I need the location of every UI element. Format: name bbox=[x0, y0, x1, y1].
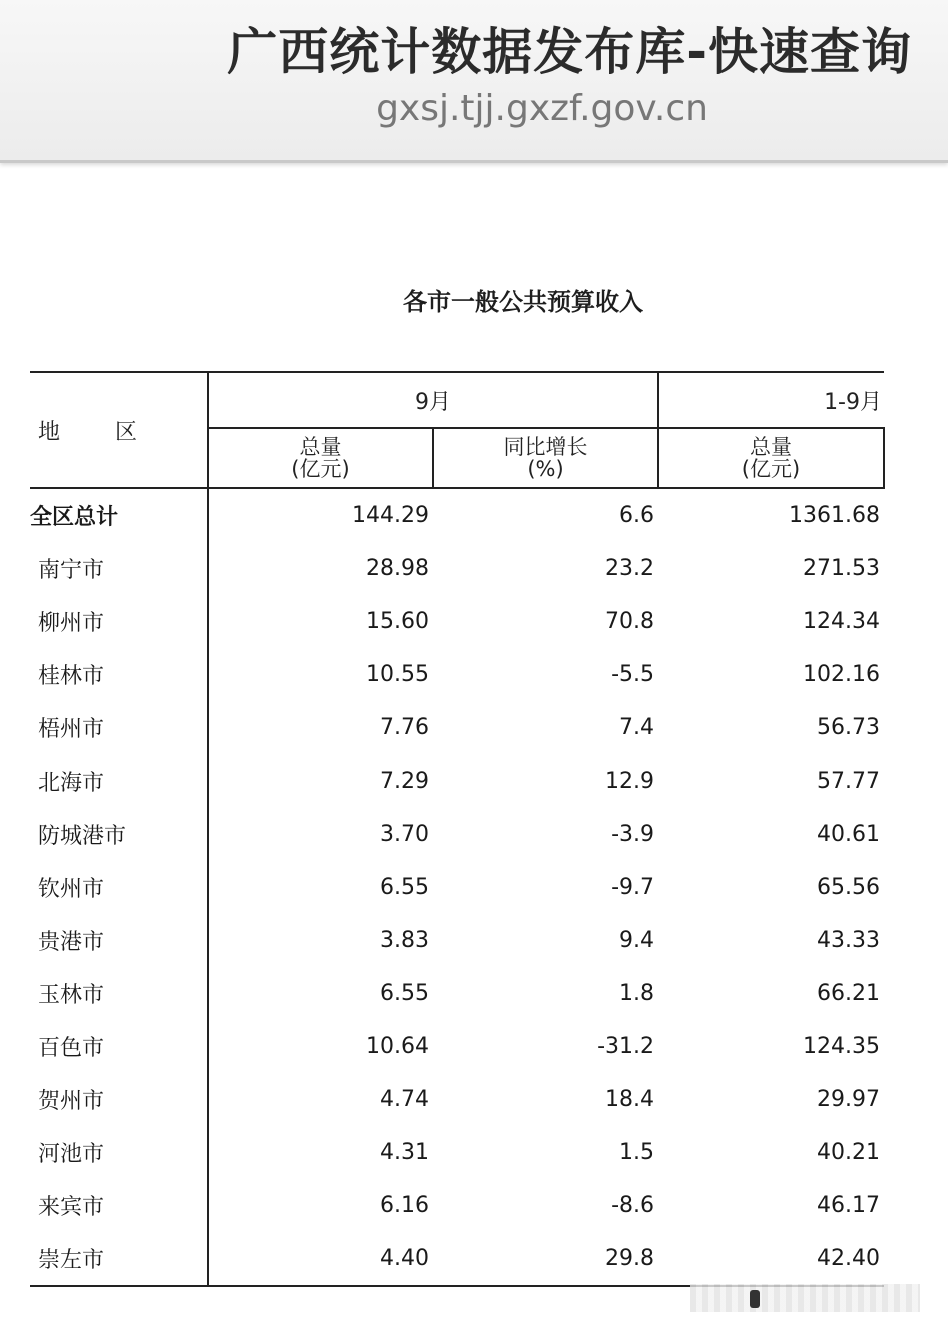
cell-region: 北海市 bbox=[30, 754, 208, 807]
cell-cum-total: 271.53 bbox=[803, 556, 880, 582]
header-sep-total-l1: 总量 bbox=[299, 435, 342, 459]
cell-region: 贺州市 bbox=[30, 1073, 208, 1126]
cell-cum-total: 57.77 bbox=[817, 768, 880, 794]
cell-region: 南宁市 bbox=[30, 542, 208, 595]
cell-sep-total: 6.55 bbox=[380, 980, 429, 1006]
table-title: 各市一般公共预算收入 bbox=[403, 288, 643, 316]
table-row bbox=[30, 967, 884, 1020]
budget-revenue-table-container bbox=[30, 371, 884, 1287]
cell-sep-total: 7.29 bbox=[380, 768, 429, 794]
table-row bbox=[30, 914, 884, 967]
cell-region: 梧州市 bbox=[30, 701, 208, 754]
cell-region: 防城港市 bbox=[30, 808, 208, 861]
cell-sep-yoy: 18.4 bbox=[605, 1087, 654, 1113]
site-banner bbox=[0, 0, 948, 163]
cell-cum-total: 40.61 bbox=[817, 821, 880, 847]
cell-region: 全区总计 bbox=[30, 488, 208, 542]
header-cum-total bbox=[658, 428, 884, 488]
header-sep-total bbox=[208, 428, 433, 488]
cell-cum-total: 43.33 bbox=[817, 927, 880, 953]
cell-region: 桂林市 bbox=[30, 648, 208, 701]
cell-cum-total: 46.17 bbox=[817, 1193, 880, 1219]
cell-region: 河池市 bbox=[30, 1126, 208, 1179]
cell-sep-yoy: -8.6 bbox=[611, 1193, 654, 1219]
cell-sep-total: 4.40 bbox=[208, 1232, 433, 1286]
cell-sep-total: 10.55 bbox=[366, 662, 429, 688]
table-row bbox=[30, 542, 884, 595]
cell-sep-yoy: -31.2 bbox=[597, 1033, 654, 1059]
table-row bbox=[30, 488, 884, 542]
table-row bbox=[30, 595, 884, 648]
table-row bbox=[30, 1232, 884, 1286]
cell-sep-yoy: 9.4 bbox=[619, 927, 654, 953]
cell-sep-total: 6.16 bbox=[380, 1193, 429, 1219]
header-september: 9月 bbox=[208, 372, 658, 428]
cell-cum-total: 56.73 bbox=[817, 715, 880, 741]
cell-cum-total: 65.56 bbox=[817, 874, 880, 900]
banner-url[interactable]: gxsj.tjj.gxzf.gov.cn bbox=[376, 88, 708, 129]
cell-sep-total: 4.31 bbox=[380, 1140, 429, 1166]
table-row bbox=[30, 1179, 884, 1232]
cell-sep-yoy: -9.7 bbox=[611, 874, 654, 900]
cell-cum-total: 66.21 bbox=[817, 980, 880, 1006]
table-row bbox=[30, 754, 884, 807]
header-sep-yoy-l1: 同比增长 bbox=[503, 435, 588, 459]
cell-sep-total: 7.76 bbox=[380, 715, 429, 741]
table-row bbox=[30, 1073, 884, 1126]
cell-region: 百色市 bbox=[30, 1020, 208, 1073]
cell-sep-yoy: 7.4 bbox=[619, 715, 654, 741]
cell-sep-yoy: 1.8 bbox=[619, 980, 654, 1006]
cell-sep-total: 4.74 bbox=[380, 1087, 429, 1113]
cell-region: 钦州市 bbox=[30, 861, 208, 914]
cell-cum-total: 124.34 bbox=[803, 609, 880, 635]
cell-region: 玉林市 bbox=[30, 967, 208, 1020]
cell-sep-total: 3.70 bbox=[380, 821, 429, 847]
cell-sep-yoy: 1.5 bbox=[619, 1140, 654, 1166]
table-row bbox=[30, 648, 884, 701]
header-jan-sep: 1-9月 bbox=[658, 372, 884, 428]
table-row bbox=[30, 1020, 884, 1073]
cell-sep-yoy: 12.9 bbox=[605, 768, 654, 794]
cell-sep-total: 28.98 bbox=[366, 556, 429, 582]
header-cum-total-l1: 总量 bbox=[750, 435, 792, 459]
cell-sep-yoy: 6.6 bbox=[619, 503, 654, 529]
cell-cum-total: 40.21 bbox=[817, 1140, 880, 1166]
cell-region: 柳州市 bbox=[30, 595, 208, 648]
cell-sep-yoy: 70.8 bbox=[605, 609, 654, 635]
cell-sep-yoy: 23.2 bbox=[605, 556, 654, 582]
cell-cum-total: 102.16 bbox=[803, 662, 880, 688]
cell-sep-yoy: -3.9 bbox=[611, 821, 654, 847]
cell-sep-total: 10.64 bbox=[366, 1033, 429, 1059]
header-sep-yoy bbox=[433, 428, 658, 488]
cell-region: 来宾市 bbox=[30, 1179, 208, 1232]
cell-sep-total: 15.60 bbox=[366, 609, 429, 635]
cell-sep-yoy: -5.5 bbox=[611, 662, 654, 688]
header-sep-yoy-l2: (%) bbox=[527, 457, 564, 481]
watermark-mark bbox=[750, 1290, 760, 1308]
table-row bbox=[30, 701, 884, 754]
table-row bbox=[30, 808, 884, 861]
table-body bbox=[30, 488, 884, 1286]
cell-sep-total: 144.29 bbox=[352, 503, 429, 529]
table-row bbox=[30, 1126, 884, 1179]
banner-title: 广西统计数据发布库-快速查询 bbox=[227, 23, 912, 81]
header-region: 地 区 bbox=[30, 372, 208, 488]
cell-cum-total: 124.35 bbox=[803, 1033, 880, 1059]
cell-cum-total: 42.40 bbox=[658, 1232, 884, 1286]
budget-revenue-table bbox=[30, 371, 885, 1287]
header-sep-total-l2: (亿元) bbox=[291, 457, 350, 481]
cell-sep-total: 6.55 bbox=[380, 874, 429, 900]
cell-region: 贵港市 bbox=[30, 914, 208, 967]
table-row bbox=[30, 861, 884, 914]
cell-cum-total: 29.97 bbox=[817, 1087, 880, 1113]
cell-sep-total: 3.83 bbox=[380, 927, 429, 953]
cell-region: 崇左市 bbox=[30, 1232, 208, 1286]
cell-cum-total: 1361.68 bbox=[789, 503, 880, 529]
cell-sep-yoy: 29.8 bbox=[433, 1232, 658, 1286]
watermark-overlay bbox=[690, 1284, 920, 1312]
header-cum-total-l2: (亿元) bbox=[741, 457, 801, 481]
